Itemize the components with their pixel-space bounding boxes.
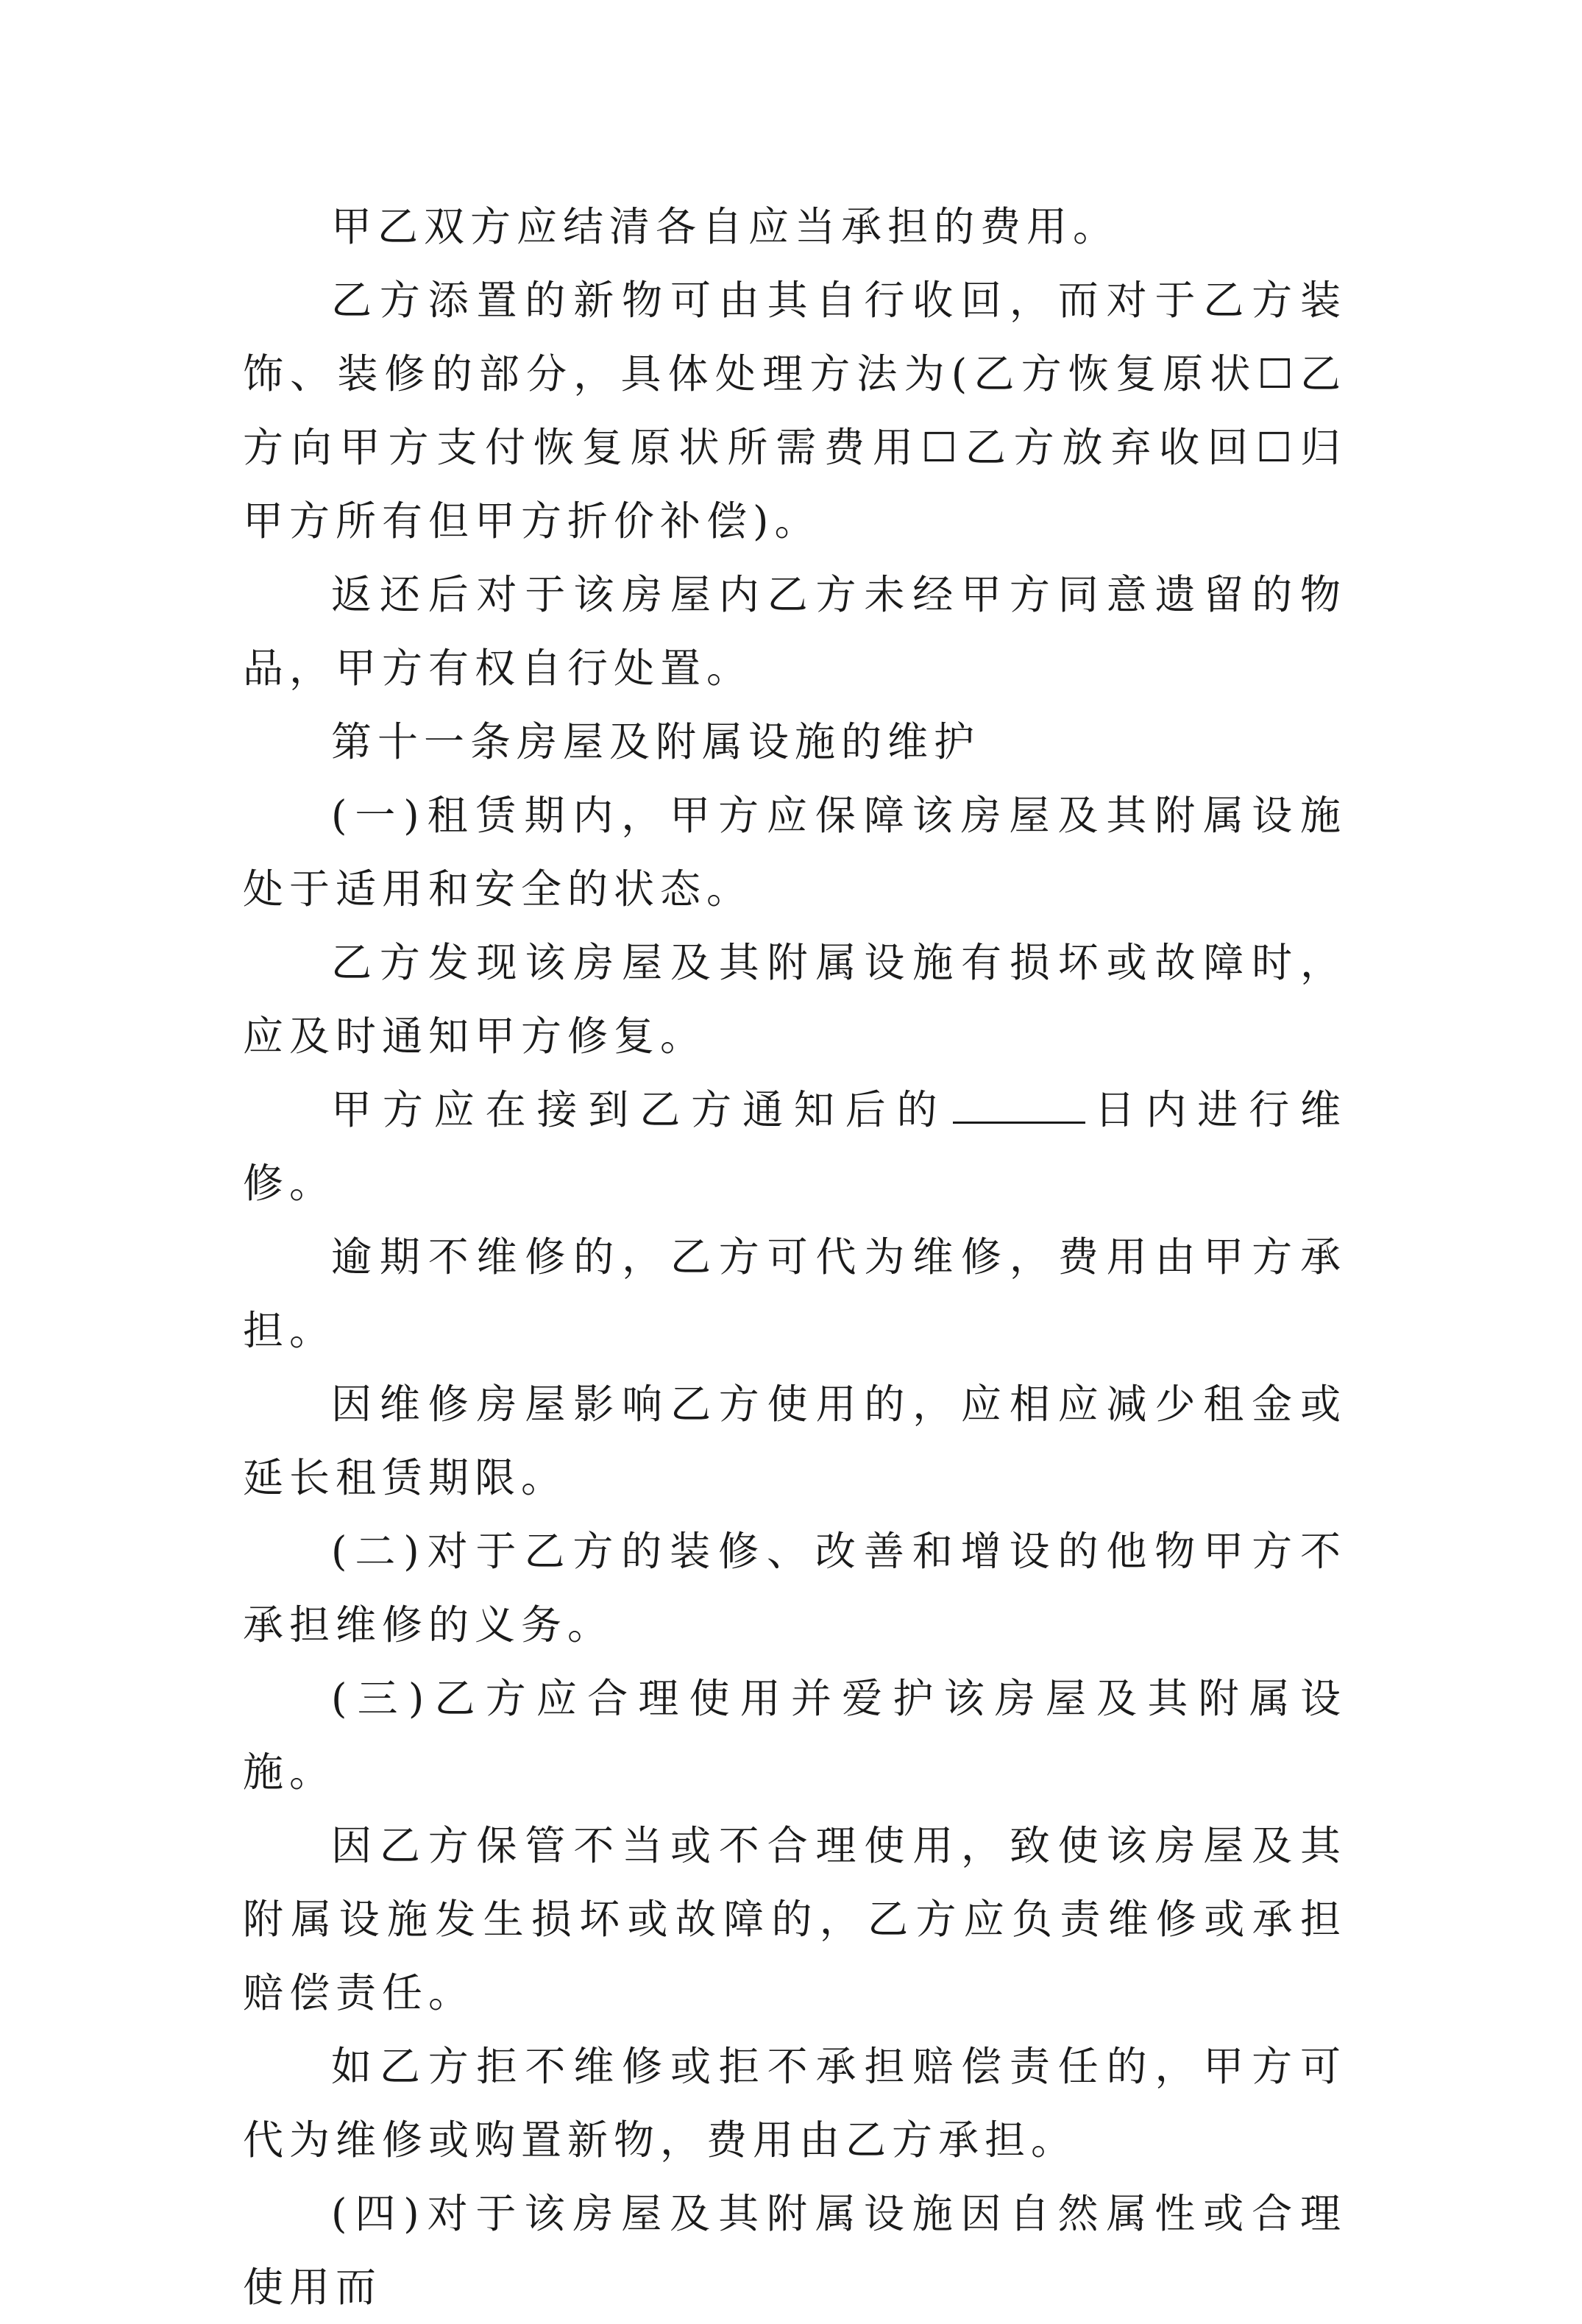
paragraph-settle-costs: 甲乙双方应结清各自应当承担的费用。 [331, 203, 1120, 250]
paragraph-notify-repair: 乙方发现该房屋及其附属设施有损坏或故障时，应及时通知甲方修复。 [243, 939, 1347, 1060]
paragraph-damage-liability: 因乙方保管不当或不合理使用，致使该房屋及其附属设施发生损坏或故障的，乙方应负责维修或承担赔偿责任。 [243, 1822, 1347, 2016]
paragraph-repair-deadline [243, 1073, 1347, 1220]
days-blank-field[interactable] [953, 1077, 1085, 1124]
paragraph-decoration-handling: 乙方添置的新物可由其自行收回，而对于乙方装饰、装修的部分，具体处理方法为(乙方恢复原状☐乙方向甲方支付恢复原状所需费用☐乙方放弃收回☐归甲方所有但甲方折价补偿)。 [243, 277, 1347, 545]
paragraph-clause-three: (三)乙方应合理使用并爱护该房屋及其附属设施。 [243, 1675, 1347, 1796]
article-eleven-heading: 第十一条房屋及附属设施的维护 [331, 718, 981, 765]
paragraph-left-items: 返还后对于该房屋内乙方未经甲方同意遗留的物品，甲方有权自行处置。 [243, 571, 1347, 692]
paragraph-clause-one: (一)租赁期内，甲方应保障该房屋及其附属设施处于适用和安全的状态。 [243, 792, 1347, 913]
repair-deadline-text-after: 日内进行维修。 [243, 1086, 1347, 1207]
paragraph-clause-four: (四)对于该房屋及其附属设施因自然属性或合理使用而 [243, 2190, 1347, 2311]
paragraph-rent-reduction: 因维修房屋影响乙方使用的，应相应减少租金或延长租赁期限。 [243, 1381, 1347, 1501]
repair-deadline-text-before: 甲方应在接到乙方通知后的 [331, 1086, 948, 1133]
document-body [243, 190, 1347, 2324]
paragraph-refuse-repair: 如乙方拒不维修或拒不承担赔偿责任的，甲方可代为维修或购置新物，费用由乙方承担。 [243, 2043, 1347, 2164]
paragraph-overdue-repair: 逾期不维修的，乙方可代为维修，费用由甲方承担。 [243, 1233, 1347, 1354]
paragraph-clause-two: (二)对于乙方的装修、改善和增设的他物甲方不承担维修的义务。 [243, 1528, 1347, 1648]
